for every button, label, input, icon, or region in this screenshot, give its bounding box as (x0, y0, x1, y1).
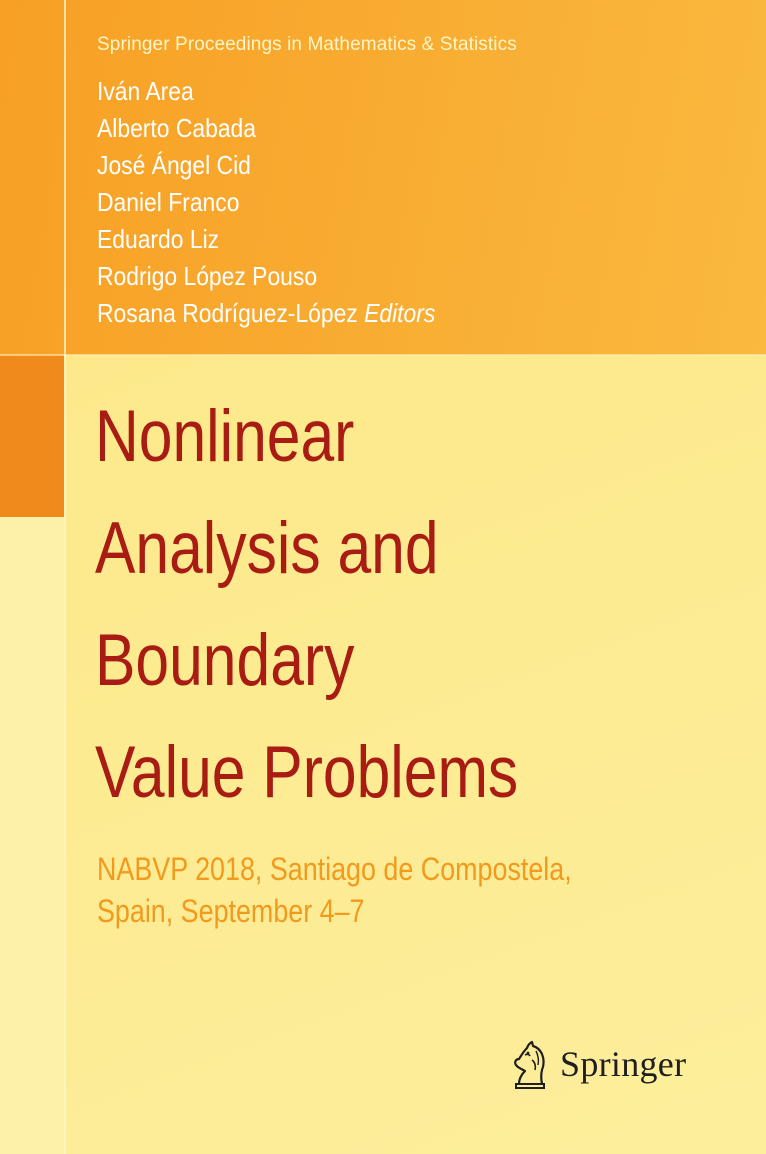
editor-name (97, 110, 435, 147)
title-line: Nonlinear (95, 396, 355, 477)
editor-name-text: Daniel Franco (97, 187, 240, 217)
subtitle-line: Spain, September 4–7 (97, 893, 365, 929)
editor-name-text: José Ángel Cid (97, 150, 251, 180)
editor-name-text: Rodrigo López Pouso (97, 261, 318, 291)
publisher-logo (508, 1034, 686, 1094)
title-line: Boundary (95, 620, 355, 701)
editor-name-text: Rosana Rodríguez-López (97, 298, 358, 328)
editor-name (97, 147, 435, 184)
editor-name (97, 258, 435, 295)
series-name: Springer Proceedings in Mathematics & Statistics (97, 34, 517, 55)
publisher-name: Springer (560, 1044, 687, 1084)
editor-name-text: Eduardo Liz (97, 224, 220, 254)
editor-name-text: Iván Area (97, 76, 194, 106)
horizontal-divider (0, 354, 766, 356)
title-line: Analysis and (95, 508, 439, 589)
editor-name (97, 221, 435, 258)
editors-role: Editors (364, 298, 436, 328)
title-line: Value Problems (95, 732, 519, 813)
vertical-divider (64, 0, 66, 1154)
knight-chess-piece-icon (508, 1038, 552, 1090)
editor-name (97, 73, 435, 110)
editor-name-text: Alberto Cabada (97, 113, 257, 143)
book-title (95, 381, 605, 829)
subtitle-line: NABVP 2018, Santiago de Compostela, (97, 851, 572, 887)
editor-name (97, 295, 435, 332)
book-subtitle (97, 848, 662, 932)
editors-list (97, 73, 481, 332)
accent-block (0, 355, 64, 517)
editor-name (97, 184, 435, 221)
